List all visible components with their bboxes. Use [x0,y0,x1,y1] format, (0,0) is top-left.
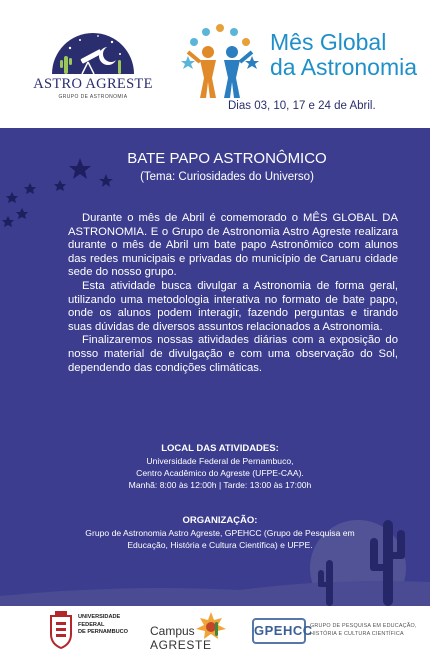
local-schedule: Manhã: 8:00 às 12:00h | Tarde: 13:00 às 17:00h [128,480,312,490]
page-title: BATE PAPO ASTRONÔMICO [127,150,327,167]
gpehcc-acronym: GPEHCC [252,618,306,644]
organizacao-line: Educação, História e Cultura Científica) e UFPE. [127,540,313,550]
organizacao-heading: ORGANIZAÇÃO: [182,515,258,526]
paragraph: Durante o mês de Abril é comemorado o MÊS GLOBAL DA ASTRONOMIA. E o Grupo de Astronomia Astro Agreste realizara durante o mês de Abril um bate papo Astronômico com alunos das redes municipais e privadas do município de Caruaru cidade sede do nosso grupo. [68,212,398,279]
header [0,0,430,128]
page-subtitle: (Tema: Curiosidades do Universo) [140,171,314,183]
local-heading: LOCAL DAS ATIVIDADES: [161,443,279,454]
gpehcc-description-line: HISTÓRIA E CULTURA CIENTÍFICA [310,631,404,637]
footer [0,606,430,655]
event-dates: Dias 03, 10, 17 e 24 de Abril. [228,100,376,112]
main-panel [0,128,430,606]
paragraph: Esta atividade busca divulgar a Astronomia de forma geral, utilizando uma metodologia interativa no formato de bate papo, onde os alunos podem interagir, fazendo perguntas e tirando suas dúvidas de diversos assuntos relacionados a Astronomia. [68,279,398,333]
agreste-word: AGRESTE [150,638,212,652]
people-stars-emblem-icon [178,18,262,102]
local-section [40,442,400,491]
ufpe-name-line: UNIVERSIDADE [78,614,121,620]
organizacao-section [40,514,400,551]
astro-agreste-subtitle: GRUPO DE ASTRONOMIA [58,94,128,100]
event-title [270,30,417,80]
event-title-line1: Mês Global [270,29,387,55]
paragraph: Finalizaremos nossas atividades diárias com a exposição do nosso material de divulgação e com uma observação do Sol, dependendo das condições climáticas. [68,334,398,374]
astro-agreste-logo [28,28,158,100]
gpehcc-logo [252,616,427,648]
telescope-cactus-emblem-icon [50,28,136,76]
ufpe-name [78,614,128,637]
campus-word: Campus [150,624,195,638]
campus-agreste-logo [150,610,230,654]
ufpe-name-line: FEDERAL [78,621,105,628]
campus-sun-icon [194,610,228,640]
announcement-body [68,212,398,375]
event-title-line2: da Astronomia [270,54,418,80]
gpehcc-description-line: GRUPO DE PESQUISA EM EDUCAÇÃO, [310,623,417,629]
ufpe-name-line: DE PERNAMBUCO [78,629,129,635]
gpehcc-description [310,622,425,638]
astro-agreste-name: ASTRO AGRESTE [33,76,153,92]
organizacao-line: Grupo de Astronomia Astro Agreste, GPEHCC (Grupo de Pesquisa em [85,528,355,538]
local-line: Universidade Federal de Pernambuco, [146,456,294,466]
ufpe-crest-icon [48,610,74,650]
mes-global-logo [178,18,428,120]
local-line: Centro Acadêmico do Agreste (UFPE-CAA). [136,468,304,478]
